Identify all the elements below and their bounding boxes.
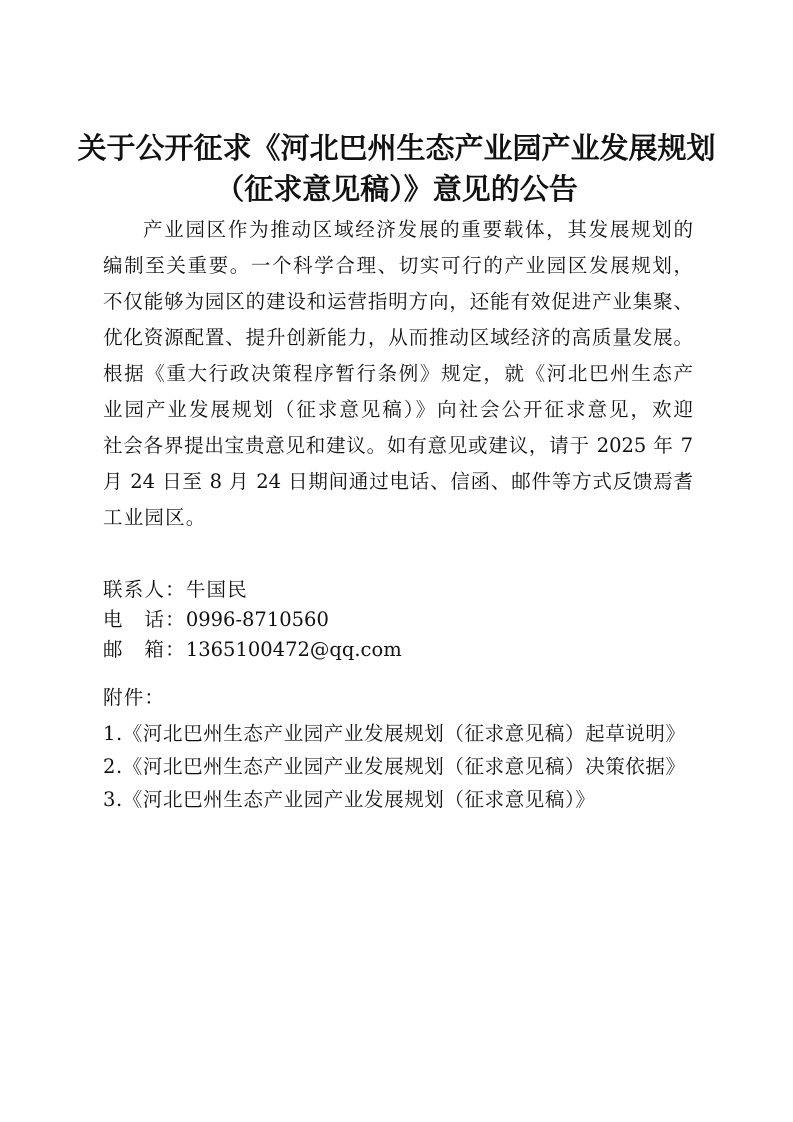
contact-person-row <box>103 575 248 605</box>
contact-phone-row <box>103 605 329 635</box>
contact-phone-label: 电 话： <box>103 608 186 631</box>
contact-email-row <box>103 635 402 665</box>
body-paragraph-line: 根据《重大行政决策程序暂行条例》规定，就《河北巴州生态产 <box>103 362 693 385</box>
body-paragraph-line: 月 24 日至 8 月 24 日期间通过电话、信函、邮件等方式反馈焉耆 <box>103 470 693 493</box>
announcement-title-line-1: 关于公开征求《河北巴州生态产业园产业发展规划 <box>77 131 716 165</box>
body-paragraph-line: 工业园区。 <box>103 506 207 529</box>
body-paragraph-line: 不仅能够为园区的建设和运营指明方向，还能有效促进产业集聚、 <box>103 290 693 313</box>
attachment-item: 1.《河北巴州生态产业园产业发展规划（征求意见稿）起草说明》 <box>103 722 686 745</box>
announcement-title-line-2: （征求意见稿）》意见的公告 <box>215 172 578 206</box>
attachments-heading: 附件： <box>103 686 166 709</box>
body-paragraph-line: 社会各界提出宝贵意见和建议。如有意见或建议，请于 2025 年 7 <box>103 434 693 457</box>
body-paragraph-line: 编制至关重要。一个科学合理、切实可行的产业园区发展规划， <box>103 254 693 277</box>
contact-person-label: 联系人： <box>103 578 186 601</box>
attachment-item: 3.《河北巴州生态产业园产业发展规划（征求意见稿）》 <box>103 788 596 811</box>
contact-phone-value: 0996-8710560 <box>185 608 329 631</box>
contact-person-value: 牛国民 <box>185 578 248 601</box>
body-paragraph-line: 业园产业发展规划（征求意见稿）》向社会公开征求意见，欢迎 <box>103 398 693 421</box>
contact-email-label: 邮 箱： <box>103 638 186 661</box>
contact-email-value: 1365100472@qq.com <box>185 638 402 661</box>
body-paragraph-line: 产业园区作为推动区域经济发展的重要载体，其发展规划的 <box>143 218 693 241</box>
attachment-item: 2.《河北巴州生态产业园产业发展规划（征求意见稿）决策依据》 <box>103 755 686 778</box>
body-paragraph-line: 优化资源配置、提升创新能力，从而推动区域经济的高质量发展。 <box>103 326 693 349</box>
